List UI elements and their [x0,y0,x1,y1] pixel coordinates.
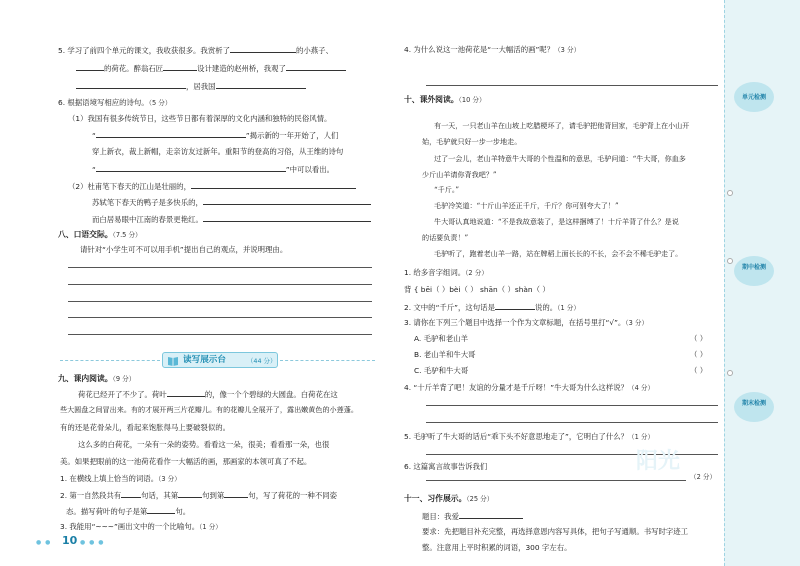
answer-line[interactable] [68,334,372,335]
q9-title: 九、课内阅读。（9 分） [58,374,136,383]
answer-blank[interactable] [191,181,356,189]
q6-title: 6. 根据语境写相应的诗句。（5 分） [58,98,172,107]
q10-sub1-answer: 背 { bēi（ ）bèi（ ） shān（ ）shàn（ ） [404,285,550,294]
q6-p2-line1: （2）杜甫笔下春天的江山是壮丽的， [68,181,356,191]
tab-midterm-label: 期中检测 [741,264,766,271]
q5-line3: ，居我国 [76,81,306,91]
section-banner [162,352,278,368]
answer-line[interactable] [426,480,686,481]
q9-sub1: 1. 在横线上填上恰当的词语。（3 分） [60,474,181,483]
q10-passage-line2: 始，毛驴就只好一步一步地走。 [422,137,522,146]
tab-final-label: 期末检测 [741,400,766,407]
q6-p2-line3: 而白居易眼中江南的春景更艳红。 [92,214,371,224]
q8-prompt: 请针对“小学生可不可以用手机”提出自己的观点，并说明理由。 [80,245,288,254]
option-c-checkbox[interactable]: （ ） [690,366,708,375]
banner-rule-right [280,360,375,361]
q9-sub2-line2: 态。描写荷叶的句子是第 句。 [66,507,191,516]
answer-line[interactable] [68,301,372,302]
answer-blank[interactable] [121,490,141,498]
option-a-checkbox[interactable]: （ ） [690,334,708,343]
q10-sub5: 5. 毛驴听了牛大哥的话后“乖下头不好意思地走了”，它明白了什么？（1 分） [404,432,655,441]
option-a[interactable]: A. 毛驴和老山羊 [414,334,468,343]
option-b-checkbox[interactable]: （ ） [690,350,708,359]
binder-hole [727,258,733,264]
answer-blank[interactable] [163,63,197,71]
q5-line1: 5. 学习了前四个单元的课文，我收获很多。我赏析了 的小燕子、 [58,46,333,55]
banner-title: 读写展示台 [183,355,226,365]
strip-divider [724,0,725,566]
q10-passage-line7: 牛大哥认真地说道：“不是我故意装了，是这样捆缚了！十斤羊背了什么？是说 [434,217,679,226]
answer-line[interactable] [68,267,372,268]
binder-hole [727,190,733,196]
answer-blank[interactable] [147,506,175,514]
answer-blank[interactable] [76,63,104,71]
watermark: 阳光 [636,449,681,474]
page-number-dots-left: ● ● [36,539,52,546]
q8-title: 八、口语交际。（7.5 分） [58,230,142,239]
q10-sub3: 3. 请你在下列三个题目中选择一个作为文章标题，在括号里打“√”。（3 分） [404,318,649,327]
answer-blank[interactable] [216,81,306,89]
answer-blank[interactable] [459,511,523,519]
q5-line2: 的荷花。醉翁石匠 设计建造的赵州桥，我观了 [76,63,346,73]
answer-blank[interactable] [224,490,248,498]
q6-p1-line1: （1）我国有很多传统节日，这些节日都有着深厚的文化内涵和独特的民俗风情。 [68,114,332,123]
q9-passage-line2: 些大圆盘之间冒出来。有的才展开两三片花瓣儿。有的花瓣儿全展开了，露出嫩黄色的小莲蓬。 [60,405,358,414]
option-c[interactable]: C. 毛驴和牛大哥 [414,366,469,375]
answer-line[interactable] [68,284,372,285]
q10-sub4: 4. “十斤羊背了吧！友谊的分量才是千斤呀！”牛大哥为什么这样说？（4 分） [404,383,655,392]
q11-requirement-1: 要求：先把题目补充完整，再选择意恩内容写具体，把句子写通顺。书写时字迹工 [422,527,689,536]
q10-passage-line6: 毛驴冷笑道：“十斤山羊还正千斤，千斤？你可别夸大了！” [434,201,619,210]
book-icon [167,355,179,366]
option-b[interactable]: B. 老山羊和牛大哥 [414,350,476,359]
answer-blank[interactable] [203,214,371,222]
q6-p1-line4: “ ”中可以看出。 [92,165,335,174]
q6-p1-line3: 穿上新衣，裁上新帽，走亲访友过新年。重阳节的登高的习俗，从王维的诗句 [92,147,344,156]
q11-requirement-2: 整。注意用上平时积累的词语，300 字左右。 [422,543,572,552]
q9-sub3: 3. 我能用“~~~”画出文中的一个比喻句。（1 分） [60,522,222,531]
answer-blank[interactable] [203,197,371,205]
q11-topic: 题目：我爱 [422,511,523,521]
tab-unit-test-label: 单元检测 [741,94,766,101]
page-number-dots-right: ● ● ● [80,539,105,546]
q10-sub6-score: （2 分） [690,473,717,481]
answer-line[interactable] [426,422,718,423]
q9-passage-line1: 荷花已经开了不少了。荷叶 的，像一个个碧绿的大圆盘。白荷花在这 [78,390,338,399]
r-q4: 4. 为什么说这一池荷花是“一大幅活的画”呢？（3 分） [404,45,581,54]
q10-passage-line9: 毛驴听了，跑着老山羊一路，站在牌稻上面长长的不长，会不会不稀毛驴走了。 [434,249,683,258]
q10-passage-line5: “千斤。” [434,185,459,194]
answer-blank[interactable] [96,164,286,172]
q10-passage-line4: 少斤山羊请你背我吧？” [422,170,497,179]
answer-line[interactable] [426,405,718,406]
q10-sub2: 2. 文中的“千斤”，这句话是 说的。（1 分） [404,303,580,312]
q10-passage-line1: 有一天，一只老山羊在山坡上吃腊梗坏了，请毛驴把他背回家，毛驴背上在小山开 [434,121,690,130]
q6-p1-line2: “ ”揭示新的一年开始了，人们 [92,131,339,140]
answer-blank[interactable] [230,45,296,53]
page-number: 10 [62,534,78,547]
answer-line[interactable] [68,317,372,318]
answer-blank[interactable] [167,389,205,397]
answer-blank[interactable] [495,302,535,310]
q11-title: 十一、习作展示。（25 分） [404,494,494,503]
q9-passage-line5: 美。如果把眼前的这一池荷花看作一大幅活的画，那画家的本领可真了不起。 [60,457,312,466]
banner-rule-left [60,360,160,361]
q10-sub1: 1. 给多音字组词。（2 分） [404,268,488,277]
answer-line[interactable] [426,85,718,86]
q9-passage-line4: 这么多的白荷花，一朵有一朵的姿势。看看这一朵，很美；看看那一朵，也很 [78,440,330,449]
answer-blank[interactable] [286,63,346,71]
answer-blank[interactable] [178,490,202,498]
q10-title: 十、课外阅读。（10 分） [404,95,486,104]
q9-passage-line3: 有的还是花骨朵儿，看起来饱胀得马上要破裂似的。 [60,423,230,432]
answer-blank[interactable] [76,81,186,89]
answer-blank[interactable] [96,130,246,138]
binder-hole [727,370,733,376]
q9-sub2-line1: 2. 第一自然段共有 句话，其第 句到第 句，写了荷花的一种不同姿 [60,491,337,500]
q6-p2-line2: 苏轼笔下春天的鸭子是多快乐的， [92,197,371,207]
q10-passage-line3: 过了一会儿，老山羊特意牛大哥的个性温和的意思，毛驴问道：“牛大哥，你血多 [434,154,686,163]
banner-score: （44 分） [247,357,277,365]
q10-sub6: 6. 这篇寓言故事告诉我们 [404,462,488,471]
q10-passage-line8: 的话要负责！” [422,233,469,242]
